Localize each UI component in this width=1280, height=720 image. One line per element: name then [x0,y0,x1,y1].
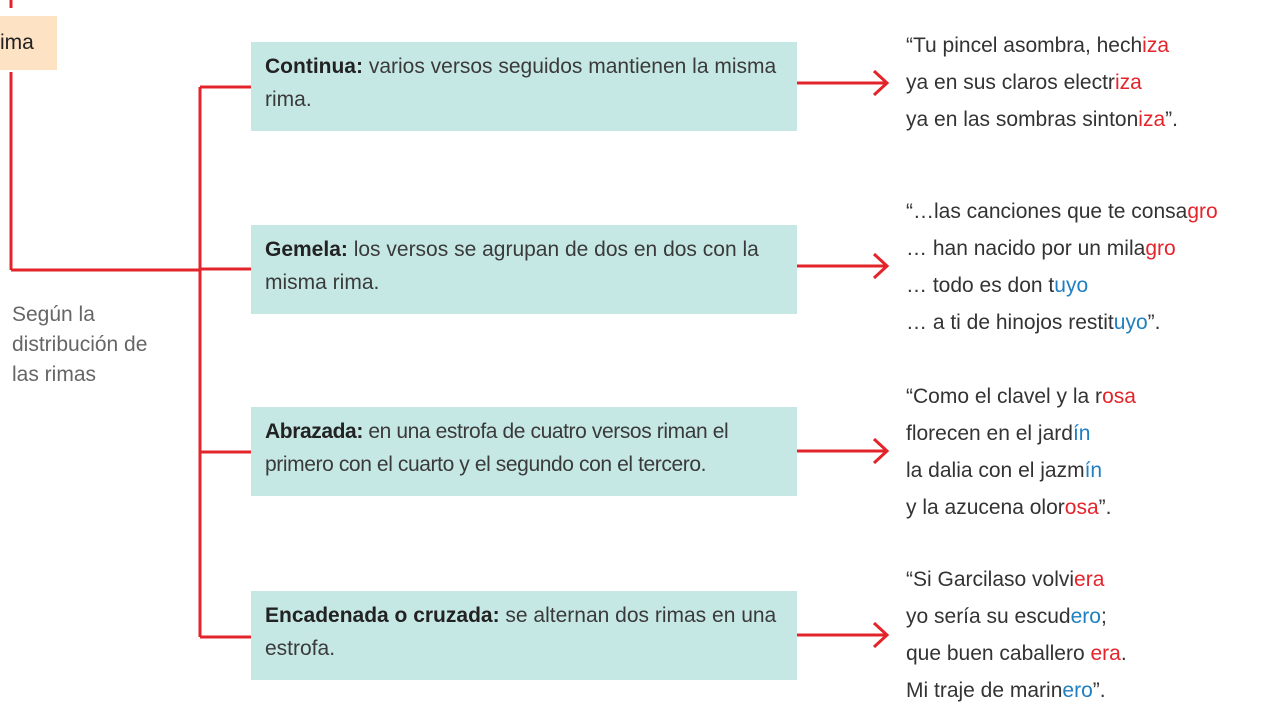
arrow-continua [797,71,887,95]
root-label: ima [0,31,34,54]
verse-text: … todo es don t [906,274,1055,297]
side-label-line: distribución de [12,333,148,356]
verse-line [906,27,1178,64]
rhyme-type-abrazada [251,407,797,496]
verse-text: “Como el clavel y la r [906,385,1103,408]
example-encadenada [906,561,1127,709]
rhyme-ending: ín [1072,422,1091,445]
verse-text: … a ti de hinojos restit [906,311,1114,334]
verse-text: y la azucena olor [906,496,1065,519]
root-node-rima [0,16,57,70]
verse-line [906,64,1178,101]
rhyme-ending: ero [1062,679,1093,702]
verse-text: ya en sus claros electr [906,71,1115,94]
verse-line [906,635,1127,672]
rhyme-type-description: se alternan dos rimas en una estrofa. [265,604,777,660]
verse-text: la dalia con el jazm [906,459,1085,482]
rhyme-ending: era [1074,568,1105,591]
example-abrazada [906,378,1136,526]
example-continua [906,27,1178,138]
verse-line [906,230,1218,267]
verse-text: ; [1100,605,1107,628]
arrow-abrazada [797,439,887,463]
verse-text: florecen en el jard [906,422,1073,445]
verse-text: . [1120,642,1127,665]
verse-line [906,415,1136,452]
verse-line [906,267,1218,304]
verse-line [906,304,1218,341]
verse-line [906,561,1127,598]
verse-line [906,452,1136,489]
verse-text: ”. [1092,679,1106,702]
verse-line [906,378,1136,415]
verse-line [906,193,1218,230]
rhyme-type-description: los versos se agrupan de dos en dos con la misma rima. [265,238,759,294]
rhyme-type-name: Abrazada: [265,420,363,443]
verse-line [906,101,1178,138]
rhyme-ending: iza [1114,71,1142,94]
rhyme-type-encadenada [251,591,797,680]
verse-text: … han nacido por un mila [906,237,1146,260]
verse-text: Mi traje de marin [906,679,1063,702]
verse-text: “…las canciones que te consa [906,200,1188,223]
verse-text: ”. [1098,496,1112,519]
rhyme-ending: era [1090,642,1121,665]
verse-text: ”. [1165,108,1178,131]
side-label-line: Según la [12,303,95,326]
rhyme-ending: ero [1070,605,1101,628]
rhyme-ending: uyo [1113,311,1148,334]
verse-text: ”. [1147,311,1161,334]
verse-text: “Si Garcilaso volvi [906,568,1075,591]
verse-line [906,598,1127,635]
rhyme-type-name: Continua: [265,55,363,78]
rhyme-type-name: Encadenada o cruzada: [265,604,500,627]
verse-text: yo sería su escud [906,605,1071,628]
arrow-encadenada [797,623,887,647]
side-label-line: las rimas [12,363,97,386]
rhyme-ending: osa [1102,385,1136,408]
verse-text: que buen caballero [906,642,1091,665]
verse-line [906,489,1136,526]
verse-text: ya en las sombras sinton [906,108,1139,131]
rhyme-ending: gro [1187,200,1218,223]
side-label-distribucion [12,300,192,390]
rhyme-type-continua [251,42,797,131]
rhyme-ending: iza [1142,34,1170,57]
rhyme-type-description: varios versos seguidos mantienen la misma rima. [265,55,777,111]
rhyme-ending: osa [1064,496,1099,519]
rhyme-type-name: Gemela: [265,238,348,261]
rhyme-type-gemela [251,225,797,314]
rhyme-type-description: en una estrofa de cuatro versos riman el primero con el cuarto y el segundo con el tercero. [265,420,729,476]
verse-line [906,672,1127,709]
verse-text: “Tu pincel asombra, hech [906,34,1143,57]
example-gemela [906,193,1218,341]
rhyme-ending: ín [1084,459,1103,482]
rhyme-ending: gro [1145,237,1176,260]
arrow-gemela [797,254,887,278]
rhyme-ending: iza [1138,108,1166,131]
rhyme-ending: uyo [1054,274,1089,297]
